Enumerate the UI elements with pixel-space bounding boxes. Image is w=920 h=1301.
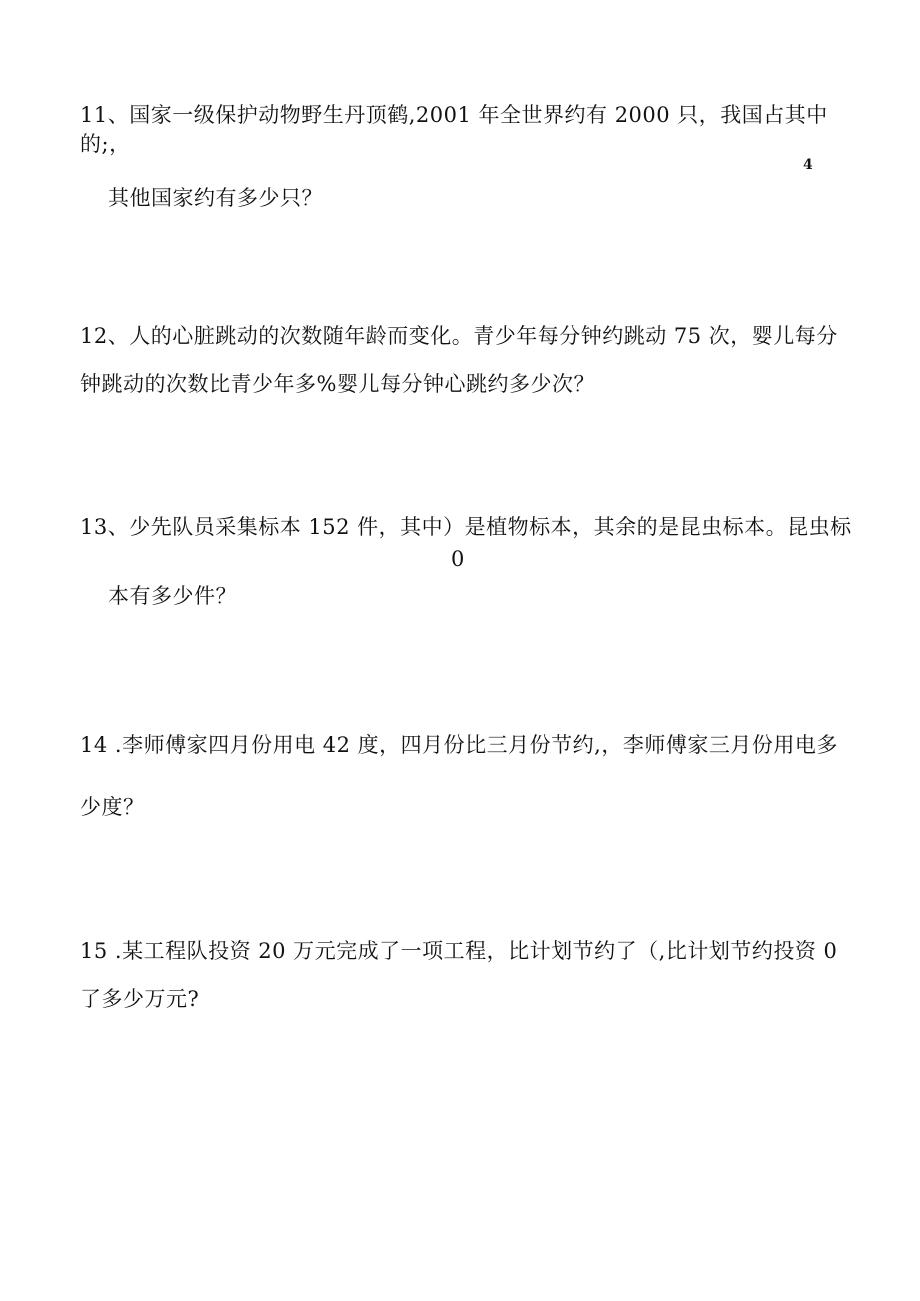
question-12-line-1: 12、人的心脏跳动的次数随年龄而变化。青少年每分钟约跳动 75 次，婴儿每分 <box>80 324 838 348</box>
question-11-fraction-mark: 4 <box>803 157 813 173</box>
question-13-line-2: 本有多少件？ <box>108 584 237 608</box>
question-11-line-3: 其他国家约有多少只？ <box>108 186 323 210</box>
question-13-line-1: 13、少先队员采集标本 152 件，其中）是植物标本，其余的是昆虫标本。昆虫标 <box>80 515 852 539</box>
question-11-line-2: 的;， <box>80 132 131 156</box>
question-14-line-2: 少度？ <box>80 795 145 819</box>
question-14-line-1: 14 .李师傅家四月份用电 42 度，四月份比三月份节约,，李师傅家三月份用电多 <box>80 733 838 757</box>
question-11-line-1: 11、国家一级保护动物野生丹顶鹤,2001 年全世界约有 2000 只，我国占其中 <box>80 103 828 127</box>
question-15-line-1: 15 .某工程队投资 20 万元完成了一项工程，比计划节约了（,比计划节约投资 0 <box>80 939 838 963</box>
question-15-line-2: 了多少万元? <box>80 987 200 1011</box>
question-13-fraction-mark: 0 <box>451 547 465 571</box>
question-12-line-2: 钟跳动的次数比青少年多%婴儿每分钟心跳约多少次？ <box>80 372 595 396</box>
